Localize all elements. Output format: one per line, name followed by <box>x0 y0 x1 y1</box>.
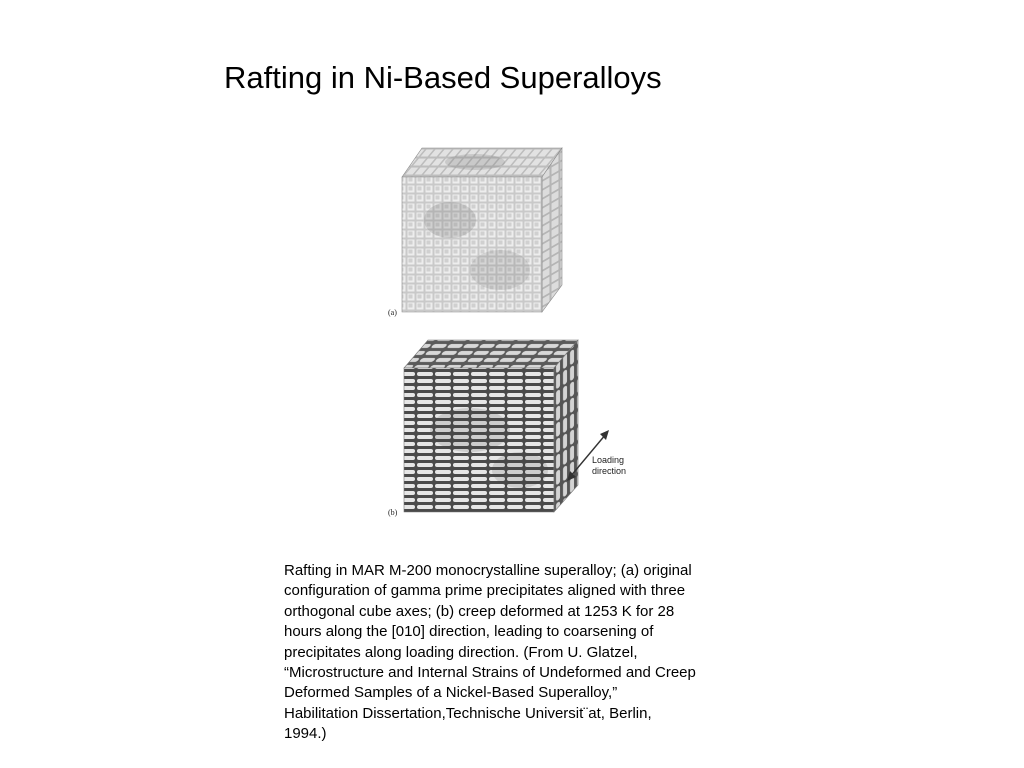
cube-a-front-face <box>402 177 542 312</box>
caption-line: orthogonal cube axes; (b) creep deformed at 1253 K for 28 <box>284 602 675 620</box>
caption-line: 1994.) <box>284 725 327 743</box>
caption-line: Deformed Samples of a Nickel-Based Superalloy,” <box>284 684 618 702</box>
microstructure-figure <box>380 140 640 530</box>
slide-title: Rafting in Ni-Based Superalloys <box>224 60 662 95</box>
cube-b-top-face <box>404 340 578 368</box>
caption-line: Habilitation Dissertation,Technische Universit¨at, Berlin, <box>284 704 652 722</box>
caption-line: “Microstructure and Internal Strains of Undeformed and Creep <box>284 664 696 682</box>
caption-line: Rafting in MAR M-200 monocrystalline superalloy; (a) original <box>284 562 692 579</box>
loading-direction-label-line2: direction <box>592 466 627 476</box>
loading-direction-label-line1: Loading <box>592 455 625 465</box>
caption-line: hours along the [010] direction, leading to coarsening of <box>284 623 654 641</box>
microstructure-figure-svg <box>380 140 640 530</box>
figure-caption <box>284 561 762 745</box>
cube-b-crept <box>404 340 578 512</box>
cube-a-original <box>402 148 562 312</box>
caption-line: precipitates along loading direction. (From U. Glatzel, <box>284 643 638 661</box>
panel-a-label: (a) <box>388 308 397 317</box>
cube-b-side-face <box>554 340 578 512</box>
panel-b-label: (b) <box>388 508 398 517</box>
cube-a-side-face <box>542 148 562 312</box>
caption-line: configuration of gamma prime precipitates aligned with three <box>284 582 686 600</box>
